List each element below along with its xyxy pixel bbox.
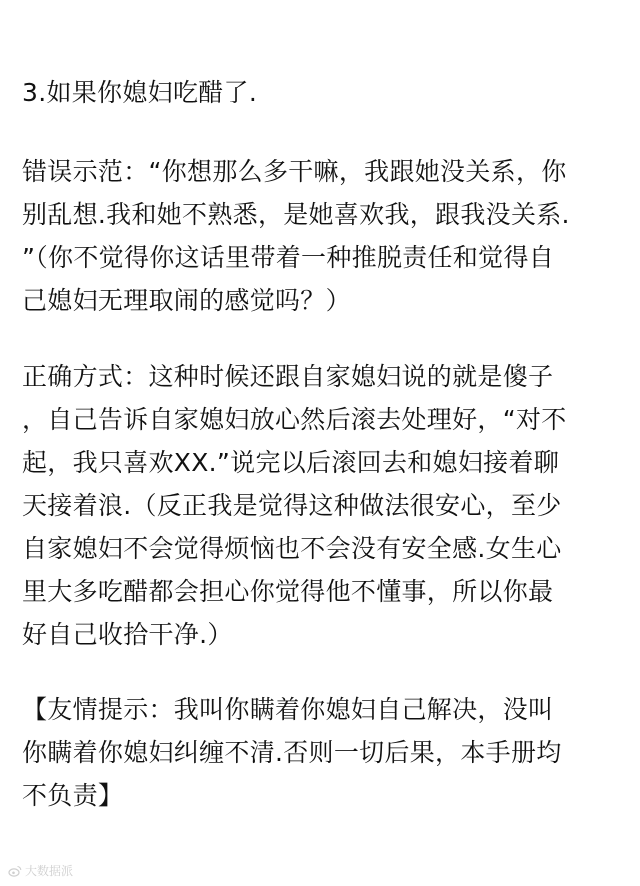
section-heading: 3.如果你媳妇吃醋了. [22,78,258,107]
paragraph-line: 起，我只喜欢XX.”说完以后滚回去和媳妇接着聊 [22,448,560,477]
watermark [8,862,73,879]
paragraph-line: 错误示范：“你想那么多干嘛，我跟她没关系，你 [22,157,567,186]
paragraph-line: 不负责】 [22,781,124,810]
paragraph-line: 里大多吃醋都会担心你觉得他不懂事，所以你最 [22,577,554,606]
paragraph-line: 自家媳妇不会觉得烦恼也不会没有安全感.女生心 [22,534,562,563]
watermark-text: 大数据派 [25,864,74,878]
paragraph-line: ”（你不觉得你这话里带着一种推脱责任和觉得自 [22,243,555,272]
weibo-logo-icon [8,864,22,878]
paragraph-line: 你瞒着你媳妇纠缠不清.否则一切后果，本手册均 [22,738,562,767]
paragraph-line: 好自己收拾干净.） [22,620,233,649]
paragraph-line: 【友情提示：我叫你瞒着你媳妇自己解决，没叫 [22,695,554,724]
paragraph-line: 己媳妇无理取闹的感觉吗？） [22,286,351,315]
paragraph-line: 正确方式：这种时候还跟自家媳妇说的就是傻子 [22,362,554,391]
paragraph-line: 天接着浪.（反正我是觉得这种做法很安心，至少 [22,491,562,520]
paragraph-line: 别乱想.我和她不熟悉，是她喜欢我，跟我没关系. [22,200,570,229]
paragraph-line: ，自己告诉自家媳妇放心然后滚去处理好，“对不 [22,405,567,434]
